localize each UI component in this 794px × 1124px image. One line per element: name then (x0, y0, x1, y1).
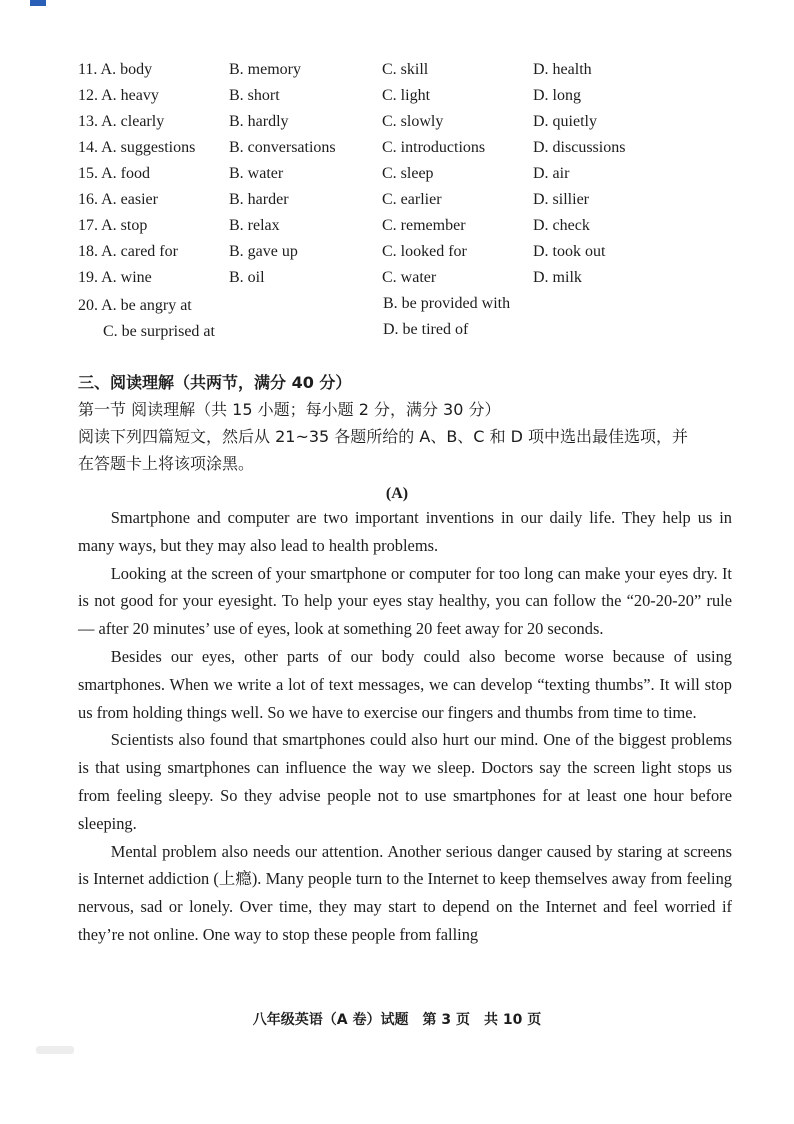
option-a: 17. A. stop (78, 217, 148, 234)
option-row (78, 135, 738, 161)
passage-paragraph: Besides our eyes, other parts of our body could also become worse because of using smartphones. When we write a lot of text messages, we can develop “texting thumbs”. It will stop us from holding things well. So we have to exercise our fingers and thumbs from time to time. (78, 646, 732, 722)
q20-option-a: 20. A. be angry at (78, 297, 192, 314)
passage-paragraph: Mental problem also needs our attention. Another serious danger caused by staring at screens is Internet addiction (上瘾). Many people turn to the Internet to keep themselves away from feeling nervous, sad or lonely. Over time, they may start to depend on the Internet and feel worried if they’re not online. One way to stop these people from falling (78, 841, 732, 944)
q20-option-b: B. be provided with (383, 295, 511, 312)
page-footer: 八年级英语（A 卷）试题 第 3 页 共 10 页 (252, 1012, 542, 1028)
option-c: C. light (382, 87, 431, 104)
instruction-line-2: 在答题卡上将该项涂黑。 (78, 454, 255, 473)
option-a: 19. A. wine (78, 269, 152, 286)
option-d: D. health (533, 61, 592, 78)
option-d: D. air (533, 165, 570, 182)
passage-title: (A) (385, 485, 409, 502)
corner-mark (30, 0, 46, 6)
option-a: 16. A. easier (78, 191, 158, 208)
option-row (78, 161, 738, 187)
passage-body (78, 504, 732, 949)
option-a: 18. A. cared for (78, 243, 178, 260)
option-b: B. short (229, 87, 280, 104)
option-d: D. took out (533, 243, 606, 260)
option-c: C. introductions (382, 139, 486, 156)
passage-paragraph: Scientists also found that smartphones could also hurt our mind. One of the biggest problems is that using smartphones can influence the way we sleep. Doctors say the screen light stops us from feeling sleepy. So they advise people not to use smartphones for at least one hour before sleeping. (78, 730, 732, 833)
section-heading: 三、阅读理解（共两节，满分 40 分） (78, 373, 352, 392)
scan-smudge (36, 1046, 74, 1054)
option-b: B. gave up (229, 243, 298, 260)
option-d: D. milk (533, 269, 582, 286)
option-b: B. hardly (229, 113, 289, 130)
option-c: C. slowly (382, 113, 444, 130)
option-b: B. water (229, 165, 284, 182)
part-heading: 第一节 阅读理解（共 15 小题；每小题 2 分，满分 30 分） (78, 400, 501, 419)
q20-option-d: D. be tired of (383, 321, 469, 338)
option-d: D. quietly (533, 113, 597, 130)
option-b: B. memory (229, 61, 301, 78)
option-c: C. remember (382, 217, 466, 234)
instruction-line-1: 阅读下列四篇短文，然后从 21~35 各题所给的 A、B、C 和 D 项中选出最佳选项，并 (78, 427, 689, 446)
option-row (78, 239, 738, 265)
passage-paragraph: Smartphone and computer are two important inventions in our daily life. They help us in many ways, but they may also lead to health problems. (78, 508, 732, 555)
passage-paragraph: Looking at the screen of your smartphone or computer for too long can make your eyes dry. It is not good for your eyesight. To help your eyes stay healthy, you can follow the “20-20-20” rule — after 20 minutes’ use of eyes, look at something 20 feet away for 20 seconds. (78, 563, 732, 639)
option-c: C. earlier (382, 191, 442, 208)
option-c: C. skill (382, 61, 429, 78)
option-row (78, 213, 738, 239)
option-a: 14. A. suggestions (78, 139, 196, 156)
option-row (78, 187, 738, 213)
option-b: B. oil (229, 269, 265, 286)
option-c: C. water (382, 269, 437, 286)
option-a: 13. A. clearly (78, 113, 165, 130)
option-a: 11. A. body (78, 61, 153, 78)
option-d: D. long (533, 87, 581, 104)
option-row (78, 57, 738, 83)
option-a: 15. A. food (78, 165, 150, 182)
option-b: B. harder (229, 191, 289, 208)
option-b: B. conversations (229, 139, 336, 156)
option-d: D. discussions (533, 139, 626, 156)
option-c: C. sleep (382, 165, 434, 182)
option-d: D. check (533, 217, 590, 234)
option-row (78, 265, 738, 291)
option-row (78, 83, 738, 109)
q20-option-c: C. be surprised at (103, 323, 215, 340)
option-c: C. looked for (382, 243, 467, 260)
option-a: 12. A. heavy (78, 87, 159, 104)
option-d: D. sillier (533, 191, 589, 208)
option-row (78, 109, 738, 135)
option-b: B. relax (229, 217, 280, 234)
